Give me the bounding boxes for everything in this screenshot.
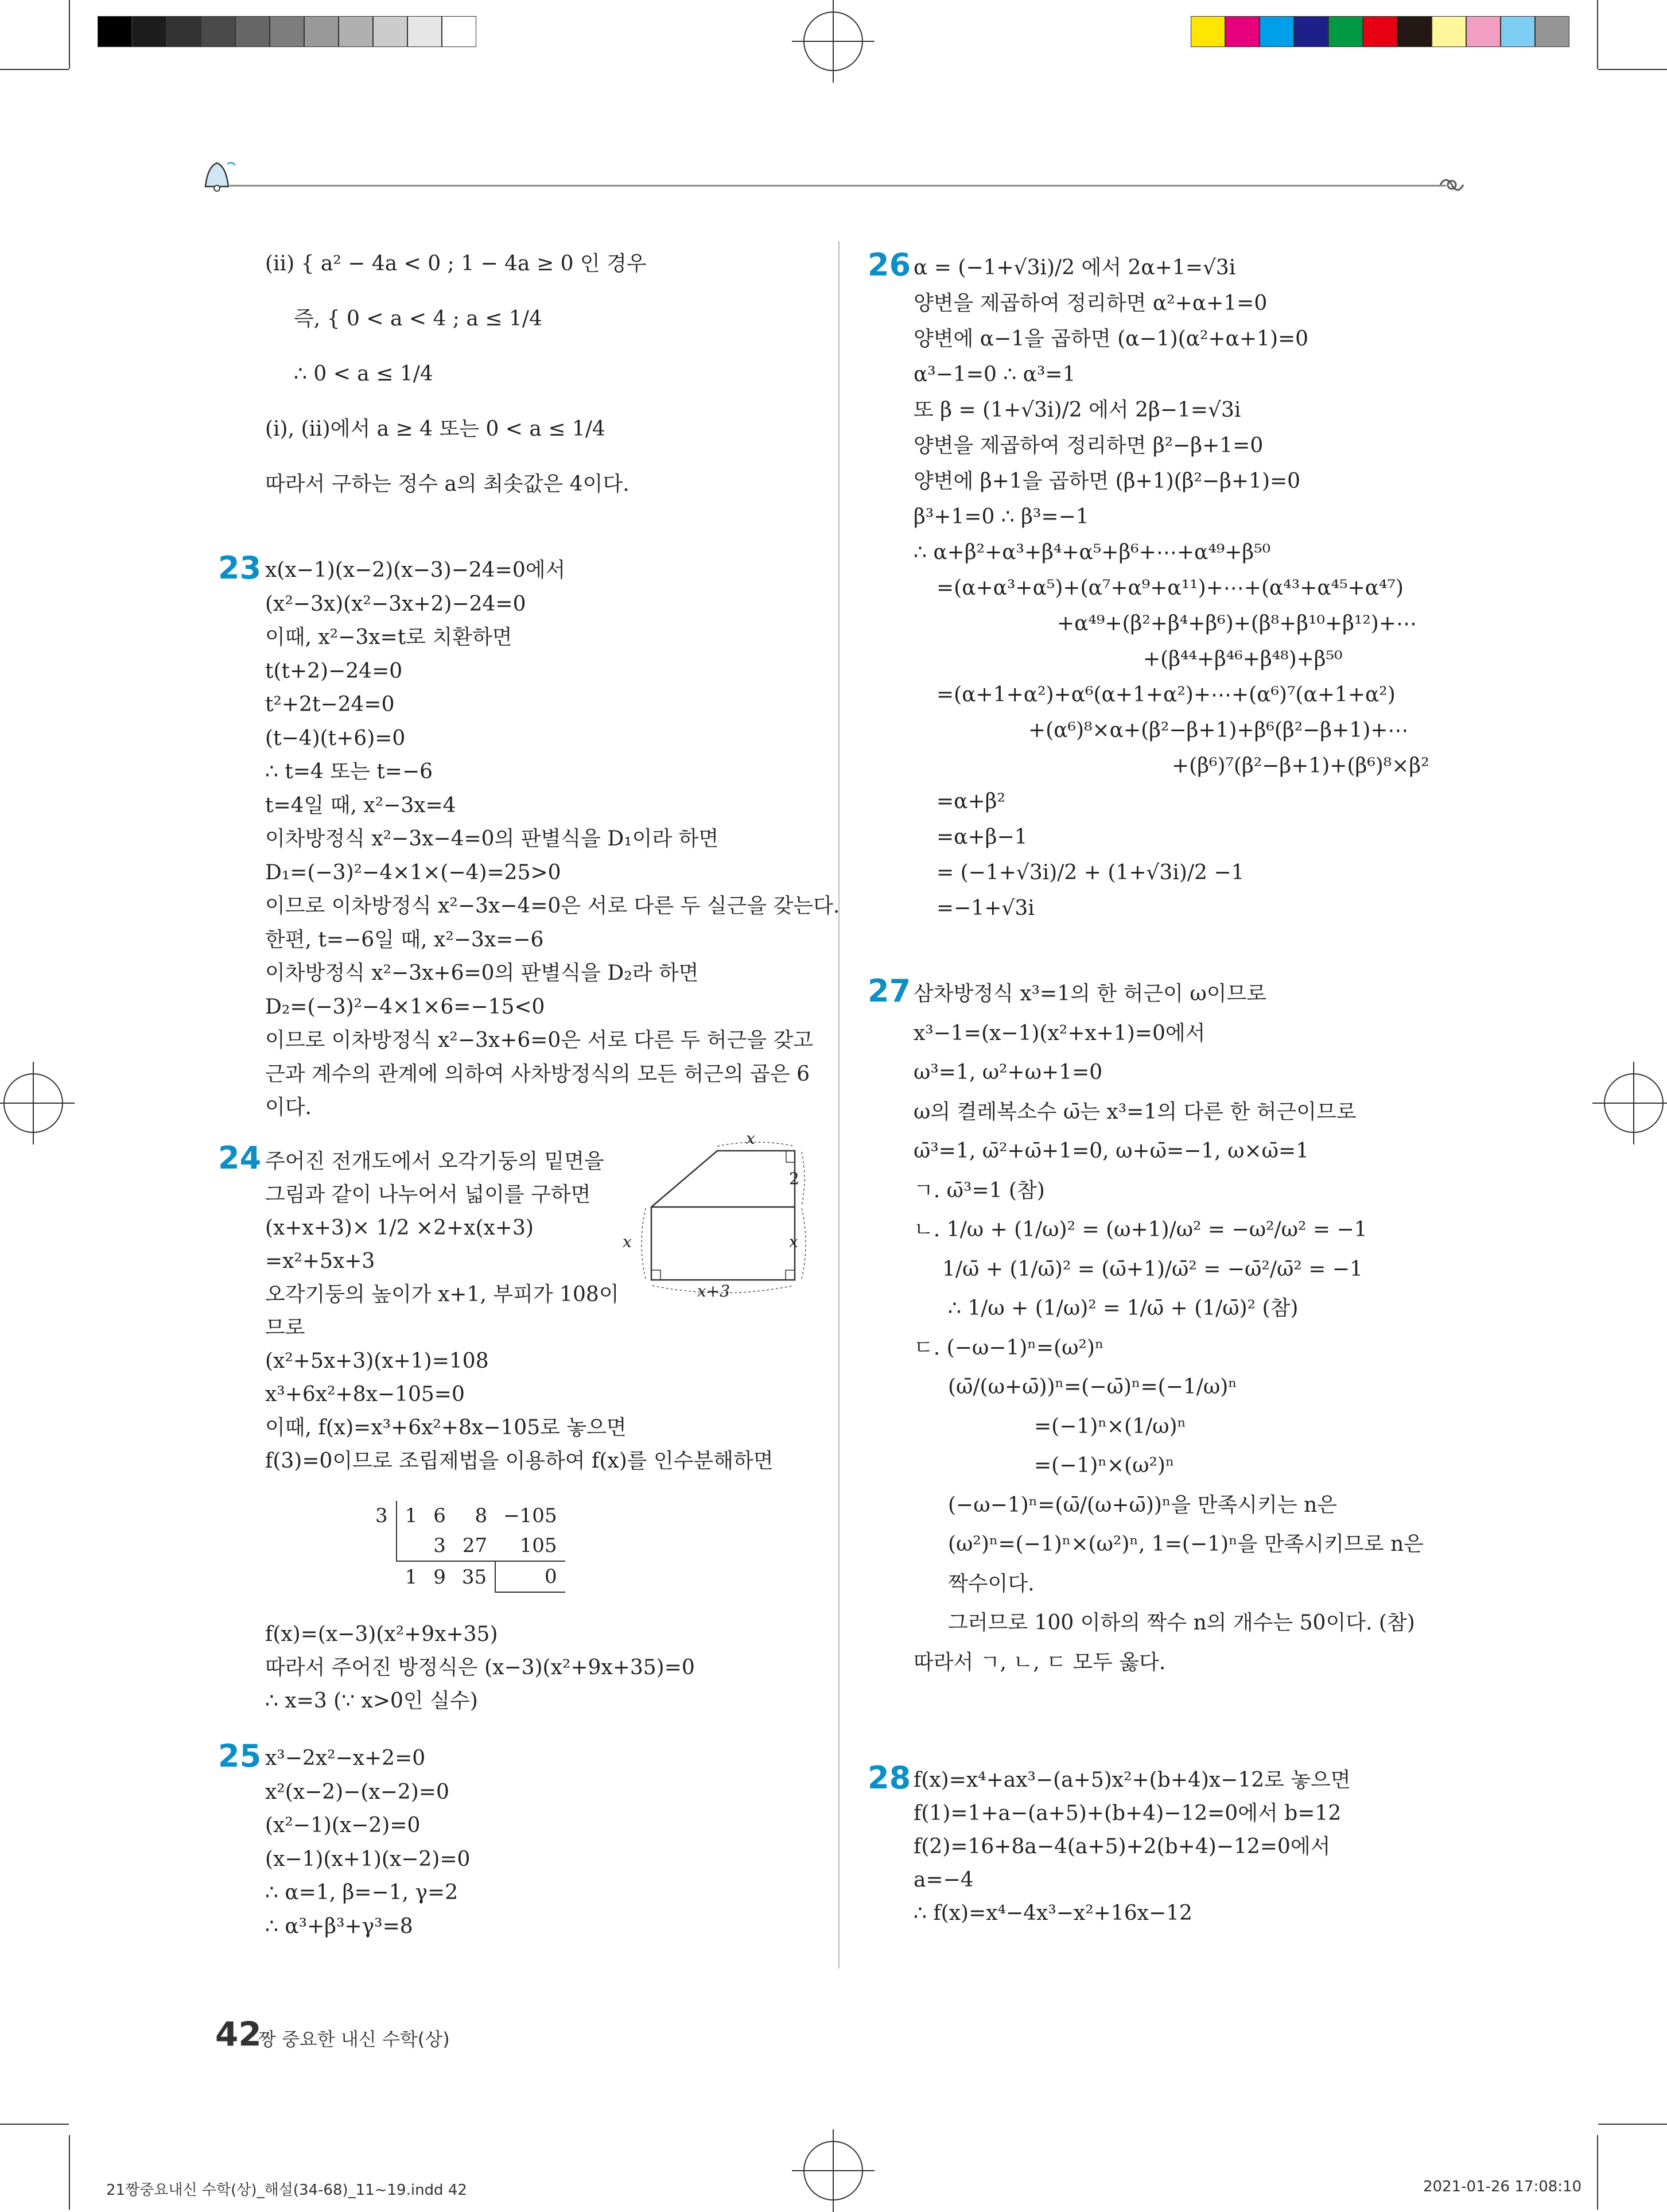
figure-label-left: x [623, 1232, 632, 1251]
solution-line: D₂=(−3)²−4×1×6=−15<0 [265, 995, 545, 1019]
solution-line: α³−1=0 ∴ α³=1 [914, 363, 1076, 386]
solution-line: ㄴ. 1/ω + (1/ω)² = (ω+1)/ω² = −ω²/ω² = −1 [914, 1218, 1367, 1241]
question-number-27: 27 [868, 973, 911, 1009]
figure-label-bottom: x+3 [697, 1282, 730, 1301]
solution-line: 즉, { 0 < a < 4 ; a ≤ 1/4 [294, 307, 542, 331]
solution-line: (ω²)ⁿ=(−1)ⁿ×(ω²)ⁿ, 1=(−1)ⁿ을 만족시키므로 n은 [948, 1532, 1424, 1556]
solution-line: 1/ω̄ + (1/ω̄)² = (ω̄+1)/ω̄² = −ω̄²/ω̄² = −1 [942, 1257, 1363, 1281]
solution-line: =α+β² [937, 790, 1005, 813]
syn-remainder: 0 [495, 1561, 565, 1592]
solution-line: 따라서 구하는 정수 a의 최솟값은 4이다. [265, 472, 630, 496]
solution-line: ∴ t=4 또는 t=−6 [265, 760, 433, 783]
solution-line: =−1+√3i [937, 897, 1035, 920]
book-title: 짱 중요한 내신 수학(상) [258, 2028, 450, 2050]
solution-line: (x²−1)(x−2)=0 [265, 1814, 421, 1837]
solution-line: t(t+2)−24=0 [265, 659, 403, 683]
solution-line: t=4일 때, x²−3x=4 [265, 793, 456, 817]
solution-line: ω̄³=1, ω̄²+ω̄+1=0, ω+ω̄=−1, ω×ω̄=1 [914, 1139, 1309, 1163]
syn-cell: 1 [405, 1565, 418, 1589]
solution-line: 그러므로 100 이하의 짝수 n의 개수는 50이다. (참) [948, 1611, 1415, 1635]
solution-line: +(β⁶)⁷(β²−β+1)+(β⁶)⁸×β² [1172, 754, 1429, 778]
solution-line: 이때, x²−3x=t로 치환하면 [265, 626, 512, 649]
solution-line: ω³=1, ω²+ω+1=0 [914, 1061, 1103, 1084]
syn-cell: 6 [433, 1504, 446, 1527]
solution-line: x²(x−2)−(x−2)=0 [265, 1780, 449, 1804]
solution-line: 이다. [265, 1096, 312, 1119]
solution-line: ∴ 0 < a ≤ 1/4 [294, 362, 433, 386]
syn-cell: 1 [397, 1501, 426, 1531]
crop-mark [1598, 2124, 1667, 2125]
syn-divisor: 3 [375, 1504, 388, 1527]
solution-line: (x+x+3)× 1/2 ×2+x(x+3) [265, 1216, 534, 1240]
solution-line: (x−1)(x+1)(x−2)=0 [265, 1847, 471, 1871]
solution-line: ∴ α³+β³+γ³=8 [265, 1914, 413, 1938]
solution-line: +α⁴⁹+(β²+β⁴+β⁶)+(β⁸+β¹⁰+β¹²)+⋯ [1057, 612, 1417, 635]
solution-line: 짝수이다. [948, 1571, 1035, 1596]
solution-line: f(x)=(x−3)(x²+9x+35) [265, 1623, 498, 1646]
syn-cell: 105 [495, 1531, 565, 1561]
solution-line: 양변에 β+1을 곱하면 (β+1)(β²−β+1)=0 [914, 469, 1301, 493]
solution-line: 이때, f(x)=x³+6x²+8x−105로 놓으면 [265, 1416, 627, 1439]
crop-mark [69, 2135, 70, 2210]
solution-line: = (−1+√3i)/2 + (1+√3i)/2 −1 [937, 861, 1245, 884]
solution-line: 이므로 이차방정식 x²−3x−4=0은 서로 다른 두 실근을 갖는다. [265, 894, 840, 918]
solution-line: =x²+5x+3 [265, 1249, 375, 1273]
figure-label-top: x [746, 1129, 755, 1148]
solution-line: ∴ α=1, β=−1, γ=2 [265, 1881, 458, 1904]
solution-line: 이차방정식 x²−3x−4=0의 판별식을 D₁이라 하면 [265, 827, 719, 851]
solution-line: x³−1=(x−1)(x²+x+1)=0에서 [914, 1021, 1206, 1045]
solution-line: α = (−1+√3i)/2 에서 2α+1=√3i [914, 256, 1236, 280]
solution-line: ∴ f(x)=x⁴−4x³−x²+16x−12 [914, 1901, 1192, 1925]
solution-line: β³+1=0 ∴ β³=−1 [914, 505, 1089, 529]
solution-line: 그림과 같이 나누어서 넓이를 구하면 [265, 1183, 591, 1206]
solution-line: 주어진 전개도에서 오각기둥의 밑면을 [265, 1150, 604, 1173]
solution-line: ㄱ. ω̄³=1 (참) [914, 1178, 1045, 1202]
solution-line: =(−1)ⁿ×(ω²)ⁿ [1034, 1454, 1175, 1477]
solution-line: (ⅱ) { a² − 4a < 0 ; 1 − 4a ≥ 0 인 경우 [265, 252, 647, 275]
figure-label-right-top: 2 [789, 1169, 799, 1188]
solution-line: f(3)=0이므로 조립제법을 이용하여 f(x)를 인수분해하면 [265, 1449, 774, 1473]
slug-date: 2021-01-26 17:08:10 [1423, 2178, 1582, 2195]
solution-line: 한편, t=−6일 때, x²−3x=−6 [265, 928, 544, 952]
solution-line: (x²−3x)(x²−3x+2)−24=0 [265, 592, 526, 616]
syn-cell: 35 [461, 1565, 487, 1589]
solution-line: 따라서 주어진 방정식은 (x−3)(x²+9x+35)=0 [265, 1656, 695, 1679]
solution-line: (−ω−1)ⁿ=(ω̄/(ω+ω̄))ⁿ을 만족시키는 n은 [948, 1493, 1338, 1517]
syn-cell: 9 [433, 1565, 446, 1589]
solution-line: 므로 [265, 1316, 305, 1340]
solution-line: D₁=(−3)²−4×1×(−4)=25>0 [265, 860, 561, 884]
solution-line: +(α⁶)⁸×α+(β²−β+1)+β⁶(β²−β+1)+⋯ [1028, 719, 1409, 742]
solution-line: ㄷ. (−ω−1)ⁿ=(ω²)ⁿ [914, 1336, 1104, 1360]
syn-cell: 8 [475, 1504, 488, 1527]
solution-line: =(α+1+α²)+α⁶(α+1+α²)+⋯+(α⁶)⁷(α+1+α²) [937, 683, 1396, 707]
solution-line: f(1)=1+a−(a+5)+(b+4)−12=0에서 b=12 [914, 1802, 1342, 1825]
solution-line: 삼차방정식 x³=1의 한 허근이 ω이므로 [914, 982, 1267, 1006]
solution-line: (ω̄/(ω+ω̄))ⁿ=(−ω̄)ⁿ=(−1/ω)ⁿ [948, 1375, 1237, 1399]
solution-line: a=−4 [914, 1868, 974, 1892]
solution-line: 근과 계수의 관계에 의하여 사차방정식의 모든 허근의 곱은 6 [265, 1062, 810, 1086]
solution-line: (ⅰ), (ⅱ)에서 a ≥ 4 또는 0 < a ≤ 1/4 [265, 417, 605, 441]
crop-mark [1597, 2135, 1598, 2210]
question-number-28: 28 [868, 1760, 911, 1796]
solution-line: 양변에 α−1을 곱하면 (α−1)(α²+α+1)=0 [914, 327, 1309, 351]
crop-mark [0, 2124, 69, 2125]
solution-line: f(2)=16+8a−4(a+5)+2(b+4)−12=0에서 [914, 1835, 1331, 1858]
solution-line: 양변을 제곱하여 정리하면 α²+α+1=0 [914, 292, 1268, 315]
solution-line: x(x−1)(x−2)(x−3)−24=0에서 [265, 558, 566, 582]
solution-line: 양변을 제곱하여 정리하면 β²−β+1=0 [914, 434, 1264, 457]
slug-filename: 21짱중요내신 수학(상)_해설(34-68)_11~19.indd 42 [106, 2182, 467, 2199]
solution-line: +(β⁴⁴+β⁴⁶+β⁴⁸)+β⁵⁰ [1143, 647, 1343, 671]
solution-line: =(α+α³+α⁵)+(α⁷+α⁹+α¹¹)+⋯+(α⁴³+α⁴⁵+α⁴⁷) [937, 576, 1404, 600]
solution-line: t²+2t−24=0 [265, 693, 395, 716]
solution-line: 또 β = (1+√3i)/2 에서 2β−1=√3i [914, 398, 1241, 422]
registration-mark [803, 2141, 863, 2201]
solution-line: 따라서 ㄱ, ㄴ, ㄷ 모두 옳다. [914, 1650, 1166, 1674]
solution-line: ∴ 1/ω + (1/ω)² = 1/ω̄ + (1/ω̄)² (참) [948, 1297, 1299, 1320]
solution-line: (t−4)(t+6)=0 [265, 726, 406, 750]
question-number-26: 26 [868, 247, 911, 283]
solution-line: (x²+5x+3)(x+1)=108 [265, 1349, 489, 1373]
figure-label-right: x [789, 1232, 798, 1251]
solution-line: x³−2x²−x+2=0 [265, 1747, 426, 1770]
solution-line: f(x)=x⁴+ax³−(a+5)x²+(b+4)x−12로 놓으면 [914, 1768, 1351, 1792]
solution-line: 이차방정식 x²−3x+6=0의 판별식을 D₂라 하면 [265, 961, 699, 985]
solution-line: ∴ x=3 (∵ x>0인 실수) [265, 1689, 478, 1713]
syn-cell: −105 [503, 1504, 557, 1527]
syn-cell: 3 [425, 1531, 454, 1561]
solution-line: ∴ α+β²+α³+β⁴+α⁵+β⁶+⋯+α⁴⁹+β⁵⁰ [914, 541, 1271, 564]
solution-line: ω의 켤레복소수 ω̄는 x³=1의 다른 한 허근이므로 [914, 1100, 1357, 1124]
solution-line: =(−1)ⁿ×(1/ω)ⁿ [1034, 1414, 1187, 1438]
question-number-23: 23 [218, 550, 262, 586]
solution-line: 이므로 이차방정식 x²−3x+6=0은 서로 다른 두 허근을 갖고 [265, 1029, 814, 1052]
solution-line: x³+6x²+8x−105=0 [265, 1383, 465, 1406]
page-number: 42 [215, 2015, 262, 2054]
syn-cell: 27 [454, 1531, 495, 1561]
question-number-24: 24 [218, 1140, 262, 1176]
solution-line: =α+β−1 [937, 825, 1028, 849]
solution-line: 오각기둥의 높이가 x+1, 부피가 108이 [265, 1283, 619, 1306]
question-number-25: 25 [218, 1738, 262, 1774]
